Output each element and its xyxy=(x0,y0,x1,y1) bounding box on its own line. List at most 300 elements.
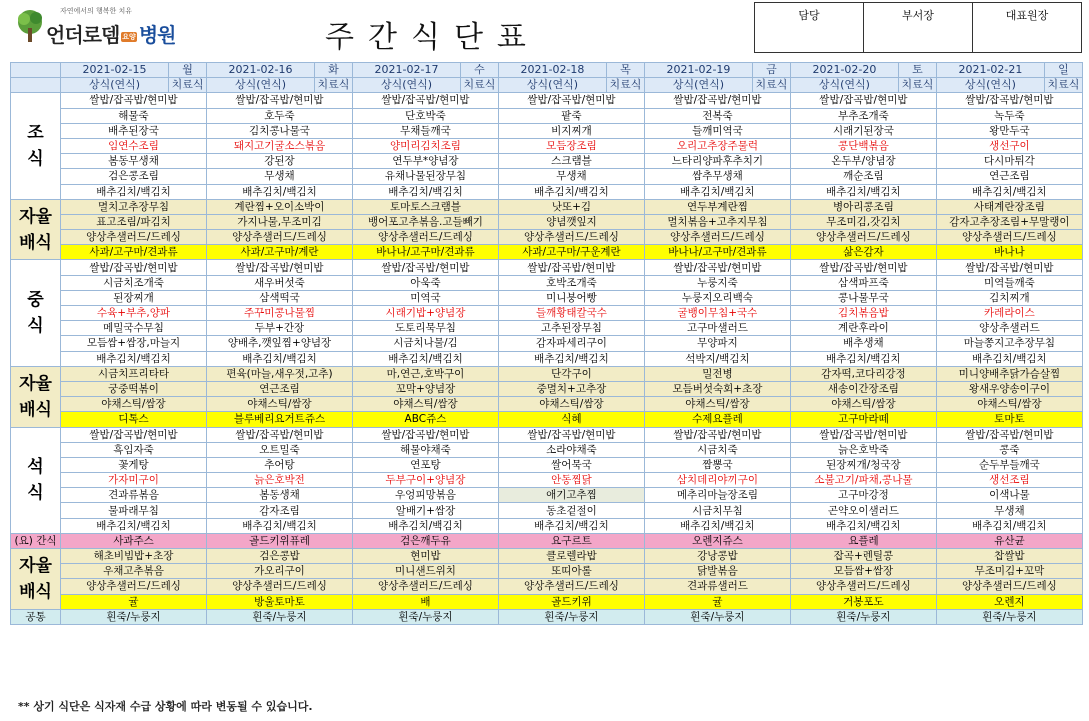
menu-item: 무생채 xyxy=(936,503,1082,518)
diet-type-therapeutic: 치료식 xyxy=(606,78,644,93)
menu-item: 낫또+김 xyxy=(498,199,644,214)
menu-item: 삶은감자 xyxy=(790,245,936,260)
tree-logo-icon xyxy=(14,8,46,44)
menu-item: 사과/고구마/계란 xyxy=(206,245,352,260)
menu-item: 석박지/백김치 xyxy=(644,351,790,366)
breakfast-row xyxy=(11,138,1083,153)
breakfast_buffet-label: 자율 배식 xyxy=(11,199,61,260)
menu-item: 양상추샐러드/드레싱 xyxy=(352,579,498,594)
menu-item: 현미밥 xyxy=(352,549,498,564)
menu-item: 마,연근,호박구이 xyxy=(352,366,498,381)
menu-item: 요플레 xyxy=(790,533,936,548)
page-header xyxy=(0,0,1089,62)
lunch-row xyxy=(11,321,1083,336)
menu-item: 단호박죽 xyxy=(352,108,498,123)
menu-item: 강된장 xyxy=(206,154,352,169)
breakfast-row xyxy=(11,93,1083,108)
menu-item: 또띠아롤 xyxy=(498,564,644,579)
menu-item: 표고조림/파김치 xyxy=(61,214,207,229)
footer-note: ** 상기 식단은 식자재 수급 상황에 따라 변동될 수 있습니다. xyxy=(18,700,313,713)
menu-item: 야채스틱/쌈장 xyxy=(61,397,207,412)
dinner-row xyxy=(11,488,1083,503)
menu-item: 배추김치/백김치 xyxy=(790,184,936,199)
menu-item: 마늘쫑지고추장무침 xyxy=(936,336,1082,351)
menu-item: 미역국 xyxy=(352,290,498,305)
dinner_buffet-row xyxy=(11,594,1083,609)
menu-item: 양상추샐러드/드레싱 xyxy=(790,230,936,245)
day-date: 2021-02-20 xyxy=(790,63,898,78)
lunch_buffet-row xyxy=(11,381,1083,396)
menu-item: 배추김치/백김치 xyxy=(936,184,1082,199)
breakfast-row xyxy=(11,154,1083,169)
menu-item: 쌀밥/잡곡밥/현미밥 xyxy=(352,427,498,442)
menu-item: 감자조림 xyxy=(206,503,352,518)
hospital-logo xyxy=(14,4,204,52)
menu-item: 김치콩나물국 xyxy=(206,123,352,138)
menu-item: 배 xyxy=(352,594,498,609)
menu-item: 시래기된장국 xyxy=(790,123,936,138)
menu-item: 연근조림 xyxy=(936,169,1082,184)
menu-item: 미역들깨죽 xyxy=(936,275,1082,290)
menu-item: 양상추샐러드/드레싱 xyxy=(790,579,936,594)
menu-item: 양상추샐러드/드레싱 xyxy=(936,579,1082,594)
menu-item: 멸치볶음+고추지무침 xyxy=(644,214,790,229)
menu-item: 찹쌀밥 xyxy=(936,549,1082,564)
diet-type-therapeutic: 치료식 xyxy=(461,78,499,93)
dinner-row xyxy=(11,503,1083,518)
menu-item: 무조미김+꼬막 xyxy=(936,564,1082,579)
menu-item: 모듬장조림 xyxy=(498,138,644,153)
date-row xyxy=(11,63,1083,78)
menu-item: 도토리묵무침 xyxy=(352,321,498,336)
menu-item: 쌀밥/잡곡밥/현미밥 xyxy=(790,260,936,275)
menu-item: 쌀밥/잡곡밥/현미밥 xyxy=(498,260,644,275)
lunch-row xyxy=(11,275,1083,290)
menu-item: 연두부계란찜 xyxy=(644,199,790,214)
menu-item: 골드키위 xyxy=(498,594,644,609)
lunch_buffet-row xyxy=(11,397,1083,412)
breakfast_buffet-row xyxy=(11,230,1083,245)
dinner-row xyxy=(11,457,1083,472)
logo-badge: 요양 xyxy=(122,32,136,41)
menu-item: 시금치프리타타 xyxy=(61,366,207,381)
snack-label: (요) 간식 xyxy=(11,533,61,548)
menu-item: 김치볶음밥 xyxy=(790,306,936,321)
menu-item: ABC쥬스 xyxy=(352,412,498,427)
menu-item: 콩죽 xyxy=(936,442,1082,457)
menu-item: 거봉포도 xyxy=(790,594,936,609)
approval-box xyxy=(754,2,1082,53)
menu-item: 식혜 xyxy=(498,412,644,427)
diet-type-therapeutic: 치료식 xyxy=(315,78,353,93)
approval-manager: 담당 xyxy=(755,3,864,52)
menu-item: 무양파지 xyxy=(644,336,790,351)
menu-item: 쌀밥/잡곡밥/현미밥 xyxy=(644,93,790,108)
approval-director: 대표원장 xyxy=(1005,9,1049,22)
menu-item: 양상추샐러드/드레싱 xyxy=(61,579,207,594)
menu-item: 배추김치/백김치 xyxy=(352,518,498,533)
menu-item: 견과류볶음 xyxy=(61,488,207,503)
lunch-row xyxy=(11,290,1083,305)
menu-item: 연두부*양념장 xyxy=(352,154,498,169)
menu-item: 쌀밥/잡곡밥/현미밥 xyxy=(936,427,1082,442)
menu-item: 시래기밥+양념장 xyxy=(352,306,498,321)
menu-item: 무생채 xyxy=(206,169,352,184)
menu-item: 미니샌드위치 xyxy=(352,564,498,579)
menu-item: 연근조림 xyxy=(206,381,352,396)
menu-item: 삼색파프죽 xyxy=(790,275,936,290)
menu-item: 쌀밥/잡곡밥/현미밥 xyxy=(936,93,1082,108)
menu-item: 모듬쌈+쌈장,마늘지 xyxy=(61,336,207,351)
menu-item: 사과/고구마/구운계란 xyxy=(498,245,644,260)
diet-type-regular: 상식(연식) xyxy=(206,78,314,93)
dinner_buffet-label: 자율 배식 xyxy=(11,549,61,610)
menu-item: 배추김치/백김치 xyxy=(498,351,644,366)
menu-item: 흰죽/누룽지 xyxy=(790,609,936,624)
menu-item: 된장찌개/청국장 xyxy=(790,457,936,472)
menu-item: 클로렐라밥 xyxy=(498,549,644,564)
menu-item: 닭발볶음 xyxy=(644,564,790,579)
logo-name-part-1: 언더로뎀 xyxy=(46,23,120,47)
menu-item: 스크램블 xyxy=(498,154,644,169)
menu-item: 짬뽕국 xyxy=(644,457,790,472)
menu-item: 바나나/고구마/견과류 xyxy=(352,245,498,260)
menu-item: 야채스틱/쌈장 xyxy=(352,397,498,412)
menu-item: 밀전병 xyxy=(644,366,790,381)
menu-item: 온두부/양념장 xyxy=(790,154,936,169)
logo-name xyxy=(46,19,175,48)
logo-name-part-2: 병원 xyxy=(138,23,176,47)
menu-item: 감자고추장조림+무말랭이 xyxy=(936,214,1082,229)
breakfast-row xyxy=(11,108,1083,123)
menu-item: 우채고추볶음 xyxy=(61,564,207,579)
dinner_buffet-row xyxy=(11,564,1083,579)
menu-item: 생선조림 xyxy=(936,473,1082,488)
menu-item: 고구마강정 xyxy=(790,488,936,503)
menu-item: 무생채 xyxy=(498,169,644,184)
menu-item: 배추생채 xyxy=(790,336,936,351)
menu-item: 바나나 xyxy=(936,245,1082,260)
menu-item: 쌀밥/잡곡밥/현미밥 xyxy=(206,427,352,442)
lunch-row xyxy=(11,351,1083,366)
menu-item: 가오리구이 xyxy=(206,564,352,579)
menu-item: 병아리콩조림 xyxy=(790,199,936,214)
menu-item: 비지찌개 xyxy=(498,123,644,138)
menu-item: 토마토 xyxy=(936,412,1082,427)
lunch-row xyxy=(11,336,1083,351)
menu-item: 다시마튀각 xyxy=(936,154,1082,169)
menu-item: 쌀밥/잡곡밥/현미밥 xyxy=(352,260,498,275)
day-date: 2021-02-21 xyxy=(936,63,1044,78)
day-of-week: 일 xyxy=(1044,63,1082,78)
menu-item: 쌀어묵국 xyxy=(498,457,644,472)
menu-item: 감자파세리구이 xyxy=(498,336,644,351)
menu-item: 궁중떡볶이 xyxy=(61,381,207,396)
diet-type-row xyxy=(11,78,1083,93)
menu-item: 누룽지오리백숙 xyxy=(644,290,790,305)
menu-item: 흑임자죽 xyxy=(61,442,207,457)
menu-item: 견과류샐러드 xyxy=(644,579,790,594)
menu-item: 해물야채죽 xyxy=(352,442,498,457)
menu-item: 무조미김,갓김치 xyxy=(790,214,936,229)
diet-type-regular: 상식(연식) xyxy=(352,78,460,93)
day-date: 2021-02-15 xyxy=(61,63,169,78)
menu-item: 양상추샐러드/드레싱 xyxy=(206,579,352,594)
dinner-row xyxy=(11,427,1083,442)
menu-item: 계란찜+오이소박이 xyxy=(206,199,352,214)
menu-item: 순두부들깨국 xyxy=(936,457,1082,472)
menu-item: 야채스틱/쌈장 xyxy=(644,397,790,412)
menu-item: 양상추샐러드/드레싱 xyxy=(206,230,352,245)
menu-item: 돼지고기굴소스볶음 xyxy=(206,138,352,153)
menu-item: 주꾸미콩나물찜 xyxy=(206,306,352,321)
menu-item: 꼬막+양념장 xyxy=(352,381,498,396)
menu-item: 쌀밥/잡곡밥/현미밥 xyxy=(498,93,644,108)
menu-item: 강낭콩밥 xyxy=(644,549,790,564)
menu-item: 오렌지 xyxy=(936,594,1082,609)
menu-item: 유산균 xyxy=(936,533,1082,548)
menu-item: 미니붕어빵 xyxy=(498,290,644,305)
lunch_buffet-row xyxy=(11,412,1083,427)
menu-item: 중멸치+고추장 xyxy=(498,381,644,396)
menu-item: 삼색떡국 xyxy=(206,290,352,305)
menu-item: 고구마샐러드 xyxy=(644,321,790,336)
dinner-row xyxy=(11,442,1083,457)
menu-item: 새송이간장조림 xyxy=(790,381,936,396)
menu-item: 들깨황태칼국수 xyxy=(498,306,644,321)
weekly-menu-table xyxy=(10,62,1083,625)
menu-item: 김치찌개 xyxy=(936,290,1082,305)
menu-item: 배추김치/백김치 xyxy=(61,184,207,199)
menu-item: 해초비빔밥+초장 xyxy=(61,549,207,564)
menu-item: 귤 xyxy=(61,594,207,609)
menu-item: 양상추샐러드/드레싱 xyxy=(644,230,790,245)
dinner-row xyxy=(11,518,1083,533)
menu-item: 두부구이+양념장 xyxy=(352,473,498,488)
menu-item: 배추김치/백김치 xyxy=(61,351,207,366)
diet-type-regular: 상식(연식) xyxy=(936,78,1044,93)
menu-item: 방울토마토 xyxy=(206,594,352,609)
dinner_buffet-row xyxy=(11,579,1083,594)
menu-item: 토마토스크램블 xyxy=(352,199,498,214)
menu-item: 왕새우양송이구이 xyxy=(936,381,1082,396)
menu-item: 쌀밥/잡곡밥/현미밥 xyxy=(790,93,936,108)
breakfast_buffet-row xyxy=(11,245,1083,260)
menu-item: 콩단백볶음 xyxy=(790,138,936,153)
common-label: 공통 xyxy=(11,609,61,624)
menu-item: 양배추,깻잎찜+양념장 xyxy=(206,336,352,351)
page-title: 주간식단표 xyxy=(325,20,540,55)
menu-item: 바나나/고구마/견과류 xyxy=(644,245,790,260)
menu-item: 배추김치/백김치 xyxy=(352,184,498,199)
menu-item: 오리고추장주물럭 xyxy=(644,138,790,153)
menu-item: 흰죽/누룽지 xyxy=(644,609,790,624)
menu-item: 유채나물된장무침 xyxy=(352,169,498,184)
lunch_buffet-row xyxy=(11,366,1083,381)
day-of-week: 목 xyxy=(606,63,644,78)
menu-item: 호두죽 xyxy=(206,108,352,123)
menu-item: 흰죽/누룽지 xyxy=(498,609,644,624)
menu-item: 시금치죽 xyxy=(644,442,790,457)
menu-item: 애기고추찜 xyxy=(498,488,644,503)
menu-item: 쌀밥/잡곡밥/현미밥 xyxy=(61,427,207,442)
dinner-label: 석 식 xyxy=(11,427,61,533)
common-row xyxy=(11,609,1083,624)
menu-item: 모듬버섯숙회+초장 xyxy=(644,381,790,396)
menu-item: 쌀밥/잡곡밥/현미밥 xyxy=(206,260,352,275)
menu-item: 봄동무생채 xyxy=(61,154,207,169)
menu-item: 쌀밥/잡곡밥/현미밥 xyxy=(352,93,498,108)
menu-item: 야채스틱/쌈장 xyxy=(498,397,644,412)
menu-item: 굴뱅이무침+국수 xyxy=(644,306,790,321)
menu-item: 삼치데리야끼구이 xyxy=(644,473,790,488)
breakfast-label: 조 식 xyxy=(11,93,61,199)
day-of-week: 토 xyxy=(898,63,936,78)
menu-item: 배추김치/백김치 xyxy=(644,184,790,199)
menu-item: 흰죽/누룽지 xyxy=(206,609,352,624)
menu-item: 요구르트 xyxy=(498,533,644,548)
breakfast-row xyxy=(11,123,1083,138)
day-date: 2021-02-16 xyxy=(206,63,314,78)
menu-item: 오렌지쥬스 xyxy=(644,533,790,548)
menu-item: 배추김치/백김치 xyxy=(936,518,1082,533)
menu-item: 안동찜닭 xyxy=(498,473,644,488)
menu-item: 계란후라이 xyxy=(790,321,936,336)
day-date: 2021-02-18 xyxy=(498,63,606,78)
menu-item: 고추된장무침 xyxy=(498,321,644,336)
menu-item: 배추김치/백김치 xyxy=(498,518,644,533)
menu-item: 사과주스 xyxy=(61,533,207,548)
menu-item: 임연수조림 xyxy=(61,138,207,153)
day-of-week: 금 xyxy=(752,63,790,78)
menu-item: 배추김치/백김치 xyxy=(206,351,352,366)
menu-item: 검은콩조림 xyxy=(61,169,207,184)
menu-item: 카레라이스 xyxy=(936,306,1082,321)
menu-item: 쌀밥/잡곡밥/현미밥 xyxy=(790,427,936,442)
menu-item: 두부+간장 xyxy=(206,321,352,336)
menu-item: 골드키위퓨레 xyxy=(206,533,352,548)
menu-item: 배추김치/백김치 xyxy=(790,351,936,366)
menu-item: 감자떡,코다리강정 xyxy=(790,366,936,381)
menu-item: 소불고기/파채,콩나물 xyxy=(790,473,936,488)
menu-item: 쌀밥/잡곡밥/현미밥 xyxy=(61,93,207,108)
approval-department-head: 부서장 xyxy=(864,3,973,52)
menu-item: 메밀국수무침 xyxy=(61,321,207,336)
diet-type-regular: 상식(연식) xyxy=(644,78,752,93)
diet-type-regular: 상식(연식) xyxy=(790,78,898,93)
breakfast_buffet-row xyxy=(11,214,1083,229)
menu-item: 소라야채죽 xyxy=(498,442,644,457)
day-of-week: 수 xyxy=(461,63,499,78)
menu-item: 곤약오이샐러드 xyxy=(790,503,936,518)
breakfast-row xyxy=(11,184,1083,199)
menu-item: 배추김치/백김치 xyxy=(644,518,790,533)
menu-item: 늙은호박전 xyxy=(206,473,352,488)
menu-item: 쌀밥/잡곡밥/현미밥 xyxy=(936,260,1082,275)
menu-item: 흰죽/누룽지 xyxy=(61,609,207,624)
corner-cell xyxy=(11,63,61,78)
menu-item: 생선구이 xyxy=(936,138,1082,153)
dinner_buffet-row xyxy=(11,549,1083,564)
menu-item: 호박조개죽 xyxy=(498,275,644,290)
snack-row xyxy=(11,533,1083,548)
menu-item: 사태계란장조림 xyxy=(936,199,1082,214)
menu-item: 디톡스 xyxy=(61,412,207,427)
menu-item: 검은콩밥 xyxy=(206,549,352,564)
menu-item: 양상추샐러드/드레싱 xyxy=(352,230,498,245)
menu-item: 쌀밥/잡곡밥/현미밥 xyxy=(644,260,790,275)
menu-item: 쌈추무생채 xyxy=(644,169,790,184)
menu-item: 추어탕 xyxy=(206,457,352,472)
menu-item: 물파래무침 xyxy=(61,503,207,518)
menu-item: 아욱죽 xyxy=(352,275,498,290)
menu-item: 시금치나물/김 xyxy=(352,336,498,351)
menu-item: 블루베리요거트쥬스 xyxy=(206,412,352,427)
diet-type-regular: 상식(연식) xyxy=(61,78,169,93)
menu-item: 양상추샐러드/드레싱 xyxy=(936,230,1082,245)
diet-type-therapeutic: 치료식 xyxy=(169,78,207,93)
menu-item: 야채스틱/쌈장 xyxy=(790,397,936,412)
menu-item: 미니양배추닭가슴살찜 xyxy=(936,366,1082,381)
menu-item: 잡곡+렌틸콩 xyxy=(790,549,936,564)
menu-item: 배추김치/백김치 xyxy=(790,518,936,533)
menu-item: 사과/고구마/견과류 xyxy=(61,245,207,260)
menu-item: 팥죽 xyxy=(498,108,644,123)
diet-type-therapeutic: 치료식 xyxy=(898,78,936,93)
day-date: 2021-02-17 xyxy=(352,63,460,78)
menu-item: 양상추샐러드/드레싱 xyxy=(61,230,207,245)
logo-tagline: 자연에서의 행복한 치유 xyxy=(60,7,133,15)
lunch_buffet-label: 자율 배식 xyxy=(11,366,61,427)
menu-item: 양상추샐러드/드레싱 xyxy=(498,230,644,245)
menu-item: 배추김치/백김치 xyxy=(498,184,644,199)
menu-item: 알배기+쌈장 xyxy=(352,503,498,518)
menu-item: 배추김치/백김치 xyxy=(936,351,1082,366)
menu-item: 양미리김치조림 xyxy=(352,138,498,153)
menu-item: 들깨미역국 xyxy=(644,123,790,138)
menu-item: 쌀밥/잡곡밥/현미밥 xyxy=(61,260,207,275)
menu-item: 왕만두국 xyxy=(936,123,1082,138)
menu-item: 깨순조림 xyxy=(790,169,936,184)
day-of-week: 화 xyxy=(315,63,353,78)
menu-item: 뱅어포고추볶음.고들빼기 xyxy=(352,214,498,229)
lunch-row xyxy=(11,260,1083,275)
menu-item: 연포탕 xyxy=(352,457,498,472)
menu-item: 오트밀죽 xyxy=(206,442,352,457)
diet-type-therapeutic: 치료식 xyxy=(1044,78,1082,93)
lunch-label: 중 식 xyxy=(11,260,61,366)
menu-item: 고구마라떼 xyxy=(790,412,936,427)
menu-item: 흰죽/누룽지 xyxy=(352,609,498,624)
menu-item: 메추리마늘장조림 xyxy=(644,488,790,503)
corner-cell-2 xyxy=(11,78,61,93)
menu-item: 무채들깨국 xyxy=(352,123,498,138)
breakfast_buffet-row xyxy=(11,199,1083,214)
menu-item: 시금치조개죽 xyxy=(61,275,207,290)
menu-item: 야채스틱/쌈장 xyxy=(206,397,352,412)
menu-item: 야채스틱/쌈장 xyxy=(936,397,1082,412)
menu-item: 배추김치/백김치 xyxy=(206,184,352,199)
menu-item: 시금치무침 xyxy=(644,503,790,518)
menu-item: 단각구이 xyxy=(498,366,644,381)
diet-type-therapeutic: 치료식 xyxy=(752,78,790,93)
dinner-row xyxy=(11,473,1083,488)
menu-item: 편육(마늘,새우젓,고추) xyxy=(206,366,352,381)
menu-item: 배추김치/백김치 xyxy=(61,518,207,533)
menu-item: 쌀밥/잡곡밥/현미밥 xyxy=(498,427,644,442)
menu-item: 누룽지죽 xyxy=(644,275,790,290)
breakfast-row xyxy=(11,169,1083,184)
